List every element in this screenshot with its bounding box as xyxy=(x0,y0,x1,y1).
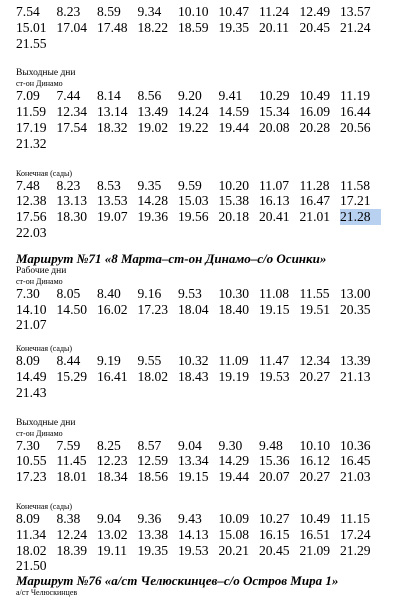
section-label: а/ст Челюскинцев xyxy=(16,588,78,598)
departure-time: 14.29 xyxy=(218,453,250,469)
times-row xyxy=(16,104,400,120)
departure-time: 13.14 xyxy=(97,104,128,120)
departure-time: 20.11 xyxy=(259,19,290,35)
departure-time: 9.41 xyxy=(218,88,243,104)
departure-time: 15.38 xyxy=(218,193,250,209)
departure-time: 13.34 xyxy=(178,453,209,469)
departure-time: 19.07 xyxy=(97,209,128,225)
section-label: Выходные дни xyxy=(16,417,76,428)
section-label: Рабочие дни xyxy=(16,265,67,276)
departure-time: 21.55 xyxy=(16,35,47,51)
times-row xyxy=(16,286,400,302)
departure-time: 13.38 xyxy=(137,526,169,542)
departure-time: 10.27 xyxy=(259,510,290,526)
departure-time: 9.19 xyxy=(97,353,121,369)
departure-time: 17.23 xyxy=(16,469,47,485)
times-grid xyxy=(16,88,400,151)
departure-time: 12.49 xyxy=(299,4,331,19)
departure-time: 19.53 xyxy=(178,542,209,558)
departure-time: 20.45 xyxy=(299,19,331,35)
departure-time: 9.30 xyxy=(218,437,243,453)
departure-time: 10.47 xyxy=(218,4,250,19)
times-row xyxy=(16,178,400,194)
departure-time: 14.10 xyxy=(16,301,47,317)
departure-time: 8.09 xyxy=(16,510,40,526)
departure-time: 19.11 xyxy=(97,542,128,558)
departure-time: 12.34 xyxy=(56,104,88,120)
departure-time: 18.30 xyxy=(56,209,88,225)
departure-time: 12.34 xyxy=(299,353,331,369)
departure-time: 19.36 xyxy=(137,209,169,225)
times-row xyxy=(16,353,400,369)
departure-time: 21.29 xyxy=(340,542,371,558)
departure-time: 8.53 xyxy=(97,177,121,193)
timetable-document xyxy=(16,4,400,597)
departure-time: 11.28 xyxy=(299,177,330,193)
section-label: ст-он Динамо xyxy=(16,79,63,89)
times-row xyxy=(16,302,400,318)
departure-time: 8.59 xyxy=(97,4,121,19)
departure-time: 12.23 xyxy=(97,453,128,469)
times-row xyxy=(16,193,400,209)
departure-time: 14.50 xyxy=(56,301,88,317)
departure-time: 19.53 xyxy=(259,368,290,384)
times-row xyxy=(16,385,400,401)
spacer xyxy=(16,485,400,502)
departure-time: 10.36 xyxy=(340,437,371,453)
departure-time: 12.59 xyxy=(137,453,169,469)
departure-time: 21.32 xyxy=(16,135,47,151)
departure-time: 20.08 xyxy=(259,119,290,135)
departure-time: 10.55 xyxy=(16,453,47,469)
departure-time: 8.23 xyxy=(56,177,81,193)
departure-time: 18.02 xyxy=(137,368,169,384)
departure-time: 21.03 xyxy=(340,469,371,485)
departure-time: 10.32 xyxy=(178,353,209,369)
times-grid xyxy=(16,178,400,241)
departure-time: 18.32 xyxy=(97,119,128,135)
departure-time: 17.23 xyxy=(137,301,169,317)
departure-time: 21.09 xyxy=(299,542,331,558)
departure-time: 15.01 xyxy=(16,19,47,35)
route-heading: Маршрут №76 «а/ст Челюскинцев–с/о Остров Мира 1» xyxy=(16,573,339,589)
departure-time: 14.59 xyxy=(218,104,250,120)
route-heading: Маршрут №71 «8 Марта–ст-он Динамо–с/о Осинки» xyxy=(16,250,327,266)
departure-time: 17.24 xyxy=(340,526,371,542)
departure-time: 11.24 xyxy=(259,4,290,19)
departure-time: 16.41 xyxy=(97,368,128,384)
departure-time: 9.43 xyxy=(178,510,202,526)
departure-time: 20.56 xyxy=(340,119,371,135)
departure-time: 22.03 xyxy=(16,224,47,240)
departure-time: 11.15 xyxy=(340,510,371,526)
departure-time: 20.45 xyxy=(259,542,290,558)
times-row xyxy=(16,209,400,225)
times-row xyxy=(16,558,400,574)
departure-time: 7.54 xyxy=(16,4,40,19)
departure-time: 16.02 xyxy=(97,301,128,317)
times-row xyxy=(16,527,400,543)
departure-time: 9.48 xyxy=(259,437,283,453)
departure-time: 15.34 xyxy=(259,104,290,120)
departure-time: 11.09 xyxy=(218,353,249,369)
departure-time: 9.04 xyxy=(178,437,202,453)
departure-time: 16.12 xyxy=(299,453,331,469)
departure-time: 19.15 xyxy=(259,301,290,317)
departure-time: 15.03 xyxy=(178,193,209,209)
departure-time: 9.16 xyxy=(137,285,162,301)
departure-time: 18.43 xyxy=(178,368,209,384)
departure-time: 9.36 xyxy=(137,510,162,526)
departure-time: 19.44 xyxy=(218,119,250,135)
departure-time: 20.21 xyxy=(218,542,250,558)
departure-time: 18.01 xyxy=(56,469,88,485)
times-row xyxy=(16,369,400,385)
departure-time: 9.20 xyxy=(178,88,202,104)
departure-time: 21.50 xyxy=(16,558,47,574)
departure-time: 21.43 xyxy=(16,384,47,400)
departure-time: 16.09 xyxy=(299,104,331,120)
departure-time: 10.30 xyxy=(218,285,250,301)
section-label: Конечная (сады) xyxy=(16,344,73,354)
departure-time: 19.35 xyxy=(137,542,169,558)
times-row xyxy=(16,88,400,104)
departure-time: 9.59 xyxy=(178,177,202,193)
departure-time: 11.19 xyxy=(340,88,371,104)
departure-time: 7.44 xyxy=(56,88,81,104)
times-grid xyxy=(16,438,400,485)
departure-time: 18.40 xyxy=(218,301,250,317)
departure-time: 17.04 xyxy=(56,19,88,35)
spacer xyxy=(16,401,400,418)
times-grid xyxy=(16,286,400,333)
departure-time: 19.44 xyxy=(218,469,250,485)
departure-time: 19.35 xyxy=(218,19,250,35)
departure-time: 9.04 xyxy=(97,510,121,526)
departure-time: 9.55 xyxy=(137,353,162,369)
departure-time: 14.49 xyxy=(16,368,47,384)
departure-time: 21.24 xyxy=(340,19,371,35)
departure-time: 9.35 xyxy=(137,177,162,193)
times-row xyxy=(16,120,400,136)
departure-time: 11.59 xyxy=(16,104,47,120)
spacer xyxy=(16,152,400,169)
departure-time: 16.15 xyxy=(259,526,290,542)
departure-time: 18.04 xyxy=(178,301,209,317)
times-row xyxy=(16,438,400,454)
departure-time: 19.19 xyxy=(218,368,250,384)
times-row xyxy=(16,317,400,333)
departure-time: 8.38 xyxy=(56,510,81,526)
spacer xyxy=(16,333,400,344)
section-label: Конечная (сады) xyxy=(16,168,73,178)
departure-time: 18.59 xyxy=(178,19,209,35)
departure-time: 10.29 xyxy=(259,88,290,104)
departure-time: 21.01 xyxy=(299,209,331,225)
departure-time: 21.07 xyxy=(16,317,47,333)
times-grid xyxy=(16,353,400,400)
departure-time: 8.44 xyxy=(56,353,81,369)
departure-time: 16.47 xyxy=(299,193,331,209)
departure-time: 21.28 xyxy=(340,209,381,225)
departure-time: 20.27 xyxy=(299,469,331,485)
departure-time: 8.56 xyxy=(137,88,162,104)
departure-time: 11.07 xyxy=(259,177,290,193)
times-row xyxy=(16,4,400,20)
departure-time: 13.49 xyxy=(137,104,169,120)
departure-time: 18.22 xyxy=(137,19,169,35)
departure-time: 11.08 xyxy=(259,285,290,301)
departure-time: 13.13 xyxy=(56,193,88,209)
departure-time: 8.25 xyxy=(97,437,121,453)
departure-time: 8.05 xyxy=(56,285,81,301)
times-row xyxy=(16,543,400,559)
departure-time: 16.45 xyxy=(340,453,371,469)
departure-time: 10.49 xyxy=(299,510,331,526)
departure-time: 18.56 xyxy=(137,469,169,485)
departure-time: 19.56 xyxy=(178,209,209,225)
times-row xyxy=(16,225,400,241)
departure-time: 20.41 xyxy=(259,209,290,225)
departure-time: 14.28 xyxy=(137,193,169,209)
departure-time: 17.54 xyxy=(56,119,88,135)
departure-time: 20.18 xyxy=(218,209,250,225)
departure-time: 20.07 xyxy=(259,469,290,485)
departure-time: 13.53 xyxy=(97,193,128,209)
times-grid xyxy=(16,4,400,51)
departure-time: 11.47 xyxy=(259,353,290,369)
departure-time: 11.45 xyxy=(56,453,87,469)
departure-time: 19.02 xyxy=(137,119,169,135)
departure-time: 16.13 xyxy=(259,193,290,209)
spacer xyxy=(16,51,400,68)
departure-time: 15.36 xyxy=(259,453,290,469)
departure-time: 21.13 xyxy=(340,368,371,384)
times-row xyxy=(16,511,400,527)
departure-time: 18.34 xyxy=(97,469,128,485)
departure-time: 15.29 xyxy=(56,368,88,384)
departure-time: 8.14 xyxy=(97,88,121,104)
departure-time: 13.02 xyxy=(97,526,128,542)
departure-time: 8.57 xyxy=(137,437,162,453)
departure-time: 8.09 xyxy=(16,353,40,369)
times-row xyxy=(16,469,400,485)
times-row xyxy=(16,453,400,469)
departure-time: 12.24 xyxy=(56,526,88,542)
departure-time: 9.53 xyxy=(178,285,202,301)
departure-time: 10.10 xyxy=(178,4,209,19)
departure-time: 13.39 xyxy=(340,353,371,369)
section-label: ст-он Динамо xyxy=(16,276,63,286)
departure-time: 7.09 xyxy=(16,88,40,104)
departure-time: 11.55 xyxy=(299,285,330,301)
departure-time: 20.35 xyxy=(340,301,371,317)
departure-time: 10.49 xyxy=(299,88,331,104)
section-label: Конечная (сады) xyxy=(16,501,73,511)
departure-time: 16.51 xyxy=(299,526,331,542)
departure-time: 14.13 xyxy=(178,526,209,542)
departure-time: 16.44 xyxy=(340,104,371,120)
departure-time: 17.56 xyxy=(16,209,47,225)
departure-time: 9.34 xyxy=(137,4,162,19)
times-row xyxy=(16,20,400,36)
departure-time: 7.30 xyxy=(16,437,40,453)
departure-time: 7.48 xyxy=(16,177,40,193)
departure-time: 19.15 xyxy=(178,469,209,485)
departure-time: 7.30 xyxy=(16,285,40,301)
departure-time: 14.24 xyxy=(178,104,209,120)
departure-time: 7.59 xyxy=(56,437,81,453)
departure-time: 12.38 xyxy=(16,193,47,209)
departure-time: 17.19 xyxy=(16,119,47,135)
departure-time: 13.00 xyxy=(340,285,371,301)
departure-time: 10.20 xyxy=(218,177,250,193)
section-label: ст-он Динамо xyxy=(16,428,63,438)
departure-time: 18.02 xyxy=(16,542,47,558)
times-row xyxy=(16,136,400,152)
departure-time: 18.39 xyxy=(56,542,88,558)
departure-time: 8.23 xyxy=(56,4,81,19)
departure-time: 19.51 xyxy=(299,301,331,317)
departure-time: 20.28 xyxy=(299,119,331,135)
departure-time: 17.21 xyxy=(340,193,371,209)
departure-time: 8.40 xyxy=(97,285,121,301)
departure-time: 10.10 xyxy=(299,437,331,453)
departure-time: 11.58 xyxy=(340,177,371,193)
times-row xyxy=(16,36,400,52)
departure-time: 10.09 xyxy=(218,510,250,526)
departure-time: 20.27 xyxy=(299,368,331,384)
times-grid xyxy=(16,511,400,574)
departure-time: 17.48 xyxy=(97,19,128,35)
section-label: Выходные дни xyxy=(16,68,76,79)
departure-time: 15.08 xyxy=(218,526,250,542)
departure-time: 19.22 xyxy=(178,119,209,135)
departure-time: 13.57 xyxy=(340,4,371,19)
departure-time: 11.34 xyxy=(16,526,47,542)
